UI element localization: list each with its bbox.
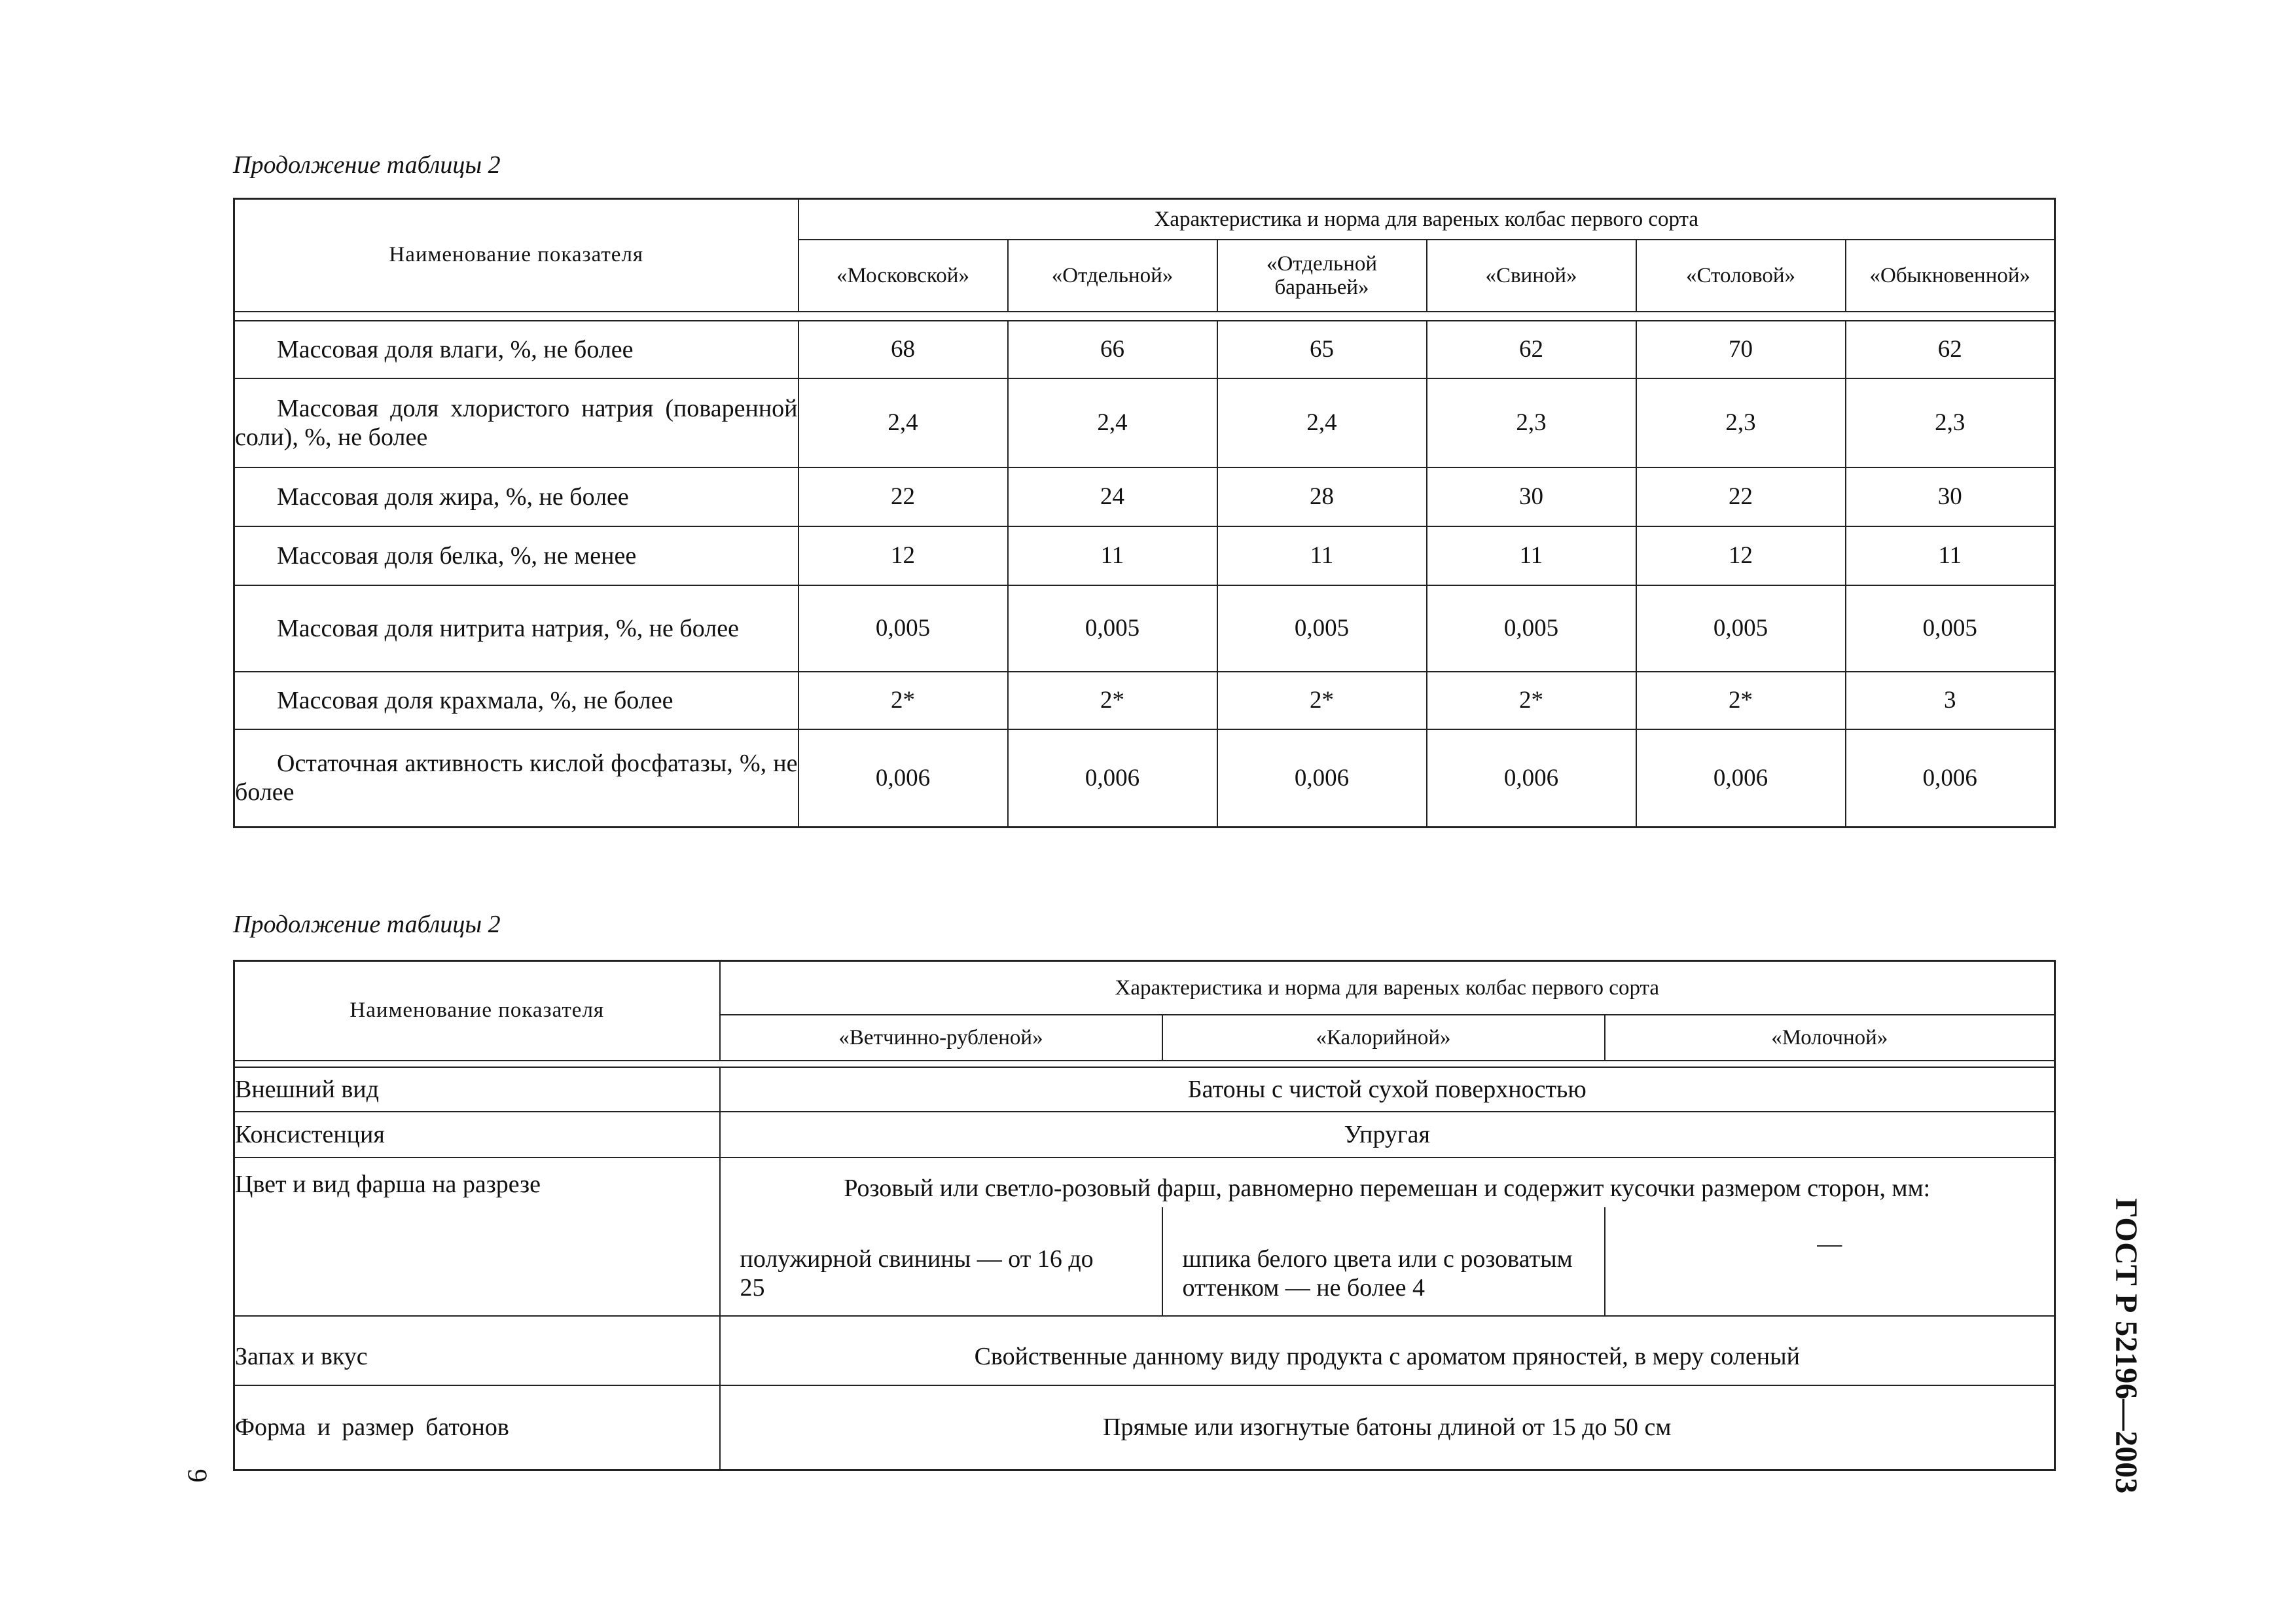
cell-value: 30 <box>1846 467 2055 526</box>
table-row <box>234 321 2055 378</box>
row-name-text: Массовая доля белка, %, не менее <box>277 541 637 570</box>
cell-value: 12 <box>798 526 1008 585</box>
row-name-shape: Форма и размер батонов <box>234 1385 720 1470</box>
cell-value: 65 <box>1217 321 1427 378</box>
row-value-appearance: Батоны с чистой сухой поверхностью <box>720 1067 2055 1112</box>
cell-value: 0,006 <box>1427 729 1636 828</box>
table2-col-header: «Молочной» <box>1605 1015 2055 1061</box>
table1-col-header: «Московской» <box>798 240 1008 312</box>
cell-value: 70 <box>1636 321 1846 378</box>
cell-value: 2,4 <box>798 378 1008 467</box>
cut-sub-1: полужирной свинины — от 16 до 25 <box>720 1207 1162 1316</box>
cell-value: 2,3 <box>1427 378 1636 467</box>
table-row <box>234 467 2055 526</box>
row-name-cut: Цвет и вид фарша на разрезе <box>234 1158 720 1316</box>
cell-value: 24 <box>1008 467 1217 526</box>
cell-value: 0,006 <box>798 729 1008 828</box>
row-name-consistency: Консистенция <box>234 1112 720 1158</box>
cell-value: 0,006 <box>1217 729 1427 828</box>
cell-value: 2* <box>1217 672 1427 729</box>
table1 <box>233 198 2056 828</box>
row-name <box>234 672 798 729</box>
cell-value: 0,005 <box>798 585 1008 672</box>
row-name <box>234 526 798 585</box>
table1-group-header: Характеристика и норма для вареных колбас первого сорта <box>798 199 2055 240</box>
row-name <box>234 585 798 672</box>
cell-value: 0,006 <box>1008 729 1217 828</box>
row-name-text: Массовая доля жира, %, не более <box>277 483 629 511</box>
table-row <box>234 378 2055 467</box>
row-name-text: Остаточная активность кислой фосфатазы, %, не более <box>235 750 798 807</box>
cell-value: 12 <box>1636 526 1846 585</box>
cell-value: 62 <box>1846 321 2055 378</box>
table1-double-rule <box>234 312 2055 321</box>
table1-caption: Продолжение таблицы 2 <box>233 151 501 179</box>
table-row <box>234 729 2055 828</box>
cell-value: 0,006 <box>1846 729 2055 828</box>
table1-col-header: «Обыкновенной» <box>1846 240 2055 312</box>
row-value-consistency: Упругая <box>720 1112 2055 1158</box>
row-value-cut: Розовый или светло-розовый фарш, равномерно перемешан и содержит кусочки размером сторон, мм: <box>720 1158 2055 1207</box>
table2-group-header: Характеристика и норма для вареных колбас первого сорта <box>720 961 2055 1015</box>
cell-value: 2,4 <box>1008 378 1217 467</box>
table1-col-header: «Столовой» <box>1636 240 1846 312</box>
row-name-text: Массовая доля хлористого натрия (поваренной соли), %, не более <box>235 394 798 451</box>
cell-value: 2,3 <box>1846 378 2055 467</box>
table2-name-header: Наименование показателя <box>234 961 720 1061</box>
table2-col-header: «Ветчинно-рубленой» <box>720 1015 1162 1061</box>
row-value-smell: Свойственные данному виду продукта с ароматом пряностей, в меру соленый <box>720 1316 2055 1385</box>
row-name-text: Массовая доля влаги, %, не более <box>277 335 634 363</box>
table-row <box>234 672 2055 729</box>
cell-value: 66 <box>1008 321 1217 378</box>
cell-value: 11 <box>1008 526 1217 585</box>
cell-value: 2* <box>1008 672 1217 729</box>
cell-value: 11 <box>1846 526 2055 585</box>
cell-value: 2* <box>1427 672 1636 729</box>
table2-double-rule <box>234 1061 2055 1067</box>
table1-name-header: Наименование показателя <box>234 199 798 312</box>
cell-value: 2* <box>1636 672 1846 729</box>
row-name-appearance: Внешний вид <box>234 1067 720 1112</box>
row-name <box>234 378 798 467</box>
row-name <box>234 467 798 526</box>
table1-col-header: «Свиной» <box>1427 240 1636 312</box>
row-name-smell: Запах и вкус <box>234 1316 720 1385</box>
cell-value: 11 <box>1217 526 1427 585</box>
cell-value: 2,3 <box>1636 378 1846 467</box>
cell-value: 0,005 <box>1217 585 1427 672</box>
cell-value: 2* <box>798 672 1008 729</box>
cell-value: 62 <box>1427 321 1636 378</box>
row-name <box>234 729 798 828</box>
cell-value: 3 <box>1846 672 2055 729</box>
table2 <box>233 960 2056 1471</box>
table-row <box>234 1158 2055 1207</box>
row-name <box>234 321 798 378</box>
table-row <box>234 585 2055 672</box>
cell-value: 0,005 <box>1846 585 2055 672</box>
row-name-text: Массовая доля нитрита натрия, %, не более <box>277 614 739 642</box>
cut-sub-3: — <box>1605 1207 2055 1316</box>
table-row <box>234 1385 2055 1470</box>
cell-value: 0,005 <box>1008 585 1217 672</box>
table-row <box>234 1067 2055 1112</box>
table1-col-header: «Отдельной бараньей» <box>1217 240 1427 312</box>
cell-value: 30 <box>1427 467 1636 526</box>
cut-sub-2: шпика белого цвета или с розоватым оттенком — не более 4 <box>1162 1207 1605 1316</box>
cell-value: 22 <box>1636 467 1846 526</box>
table2-caption: Продолжение таблицы 2 <box>233 911 501 938</box>
cell-value: 68 <box>798 321 1008 378</box>
cell-value: 0,006 <box>1636 729 1846 828</box>
cell-value: 2,4 <box>1217 378 1427 467</box>
row-name-text: Массовая доля крахмала, %, не более <box>277 686 673 714</box>
table-row <box>234 1112 2055 1158</box>
table1-col-header: «Отдельной» <box>1008 240 1217 312</box>
table-row <box>234 526 2055 585</box>
cell-value: 0,005 <box>1427 585 1636 672</box>
table2-col-header: «Калорийной» <box>1162 1015 1605 1061</box>
cell-value: 11 <box>1427 526 1636 585</box>
standard-code: ГОСТ Р 52196—2003 <box>2109 1198 2144 1494</box>
table-row <box>234 1316 2055 1385</box>
cell-value: 0,005 <box>1636 585 1846 672</box>
cell-value: 22 <box>798 467 1008 526</box>
row-value-shape: Прямые или изогнутые батоны длиной от 15 до 50 см <box>720 1385 2055 1470</box>
cell-value: 28 <box>1217 467 1427 526</box>
page-number: 9 <box>181 1468 212 1483</box>
